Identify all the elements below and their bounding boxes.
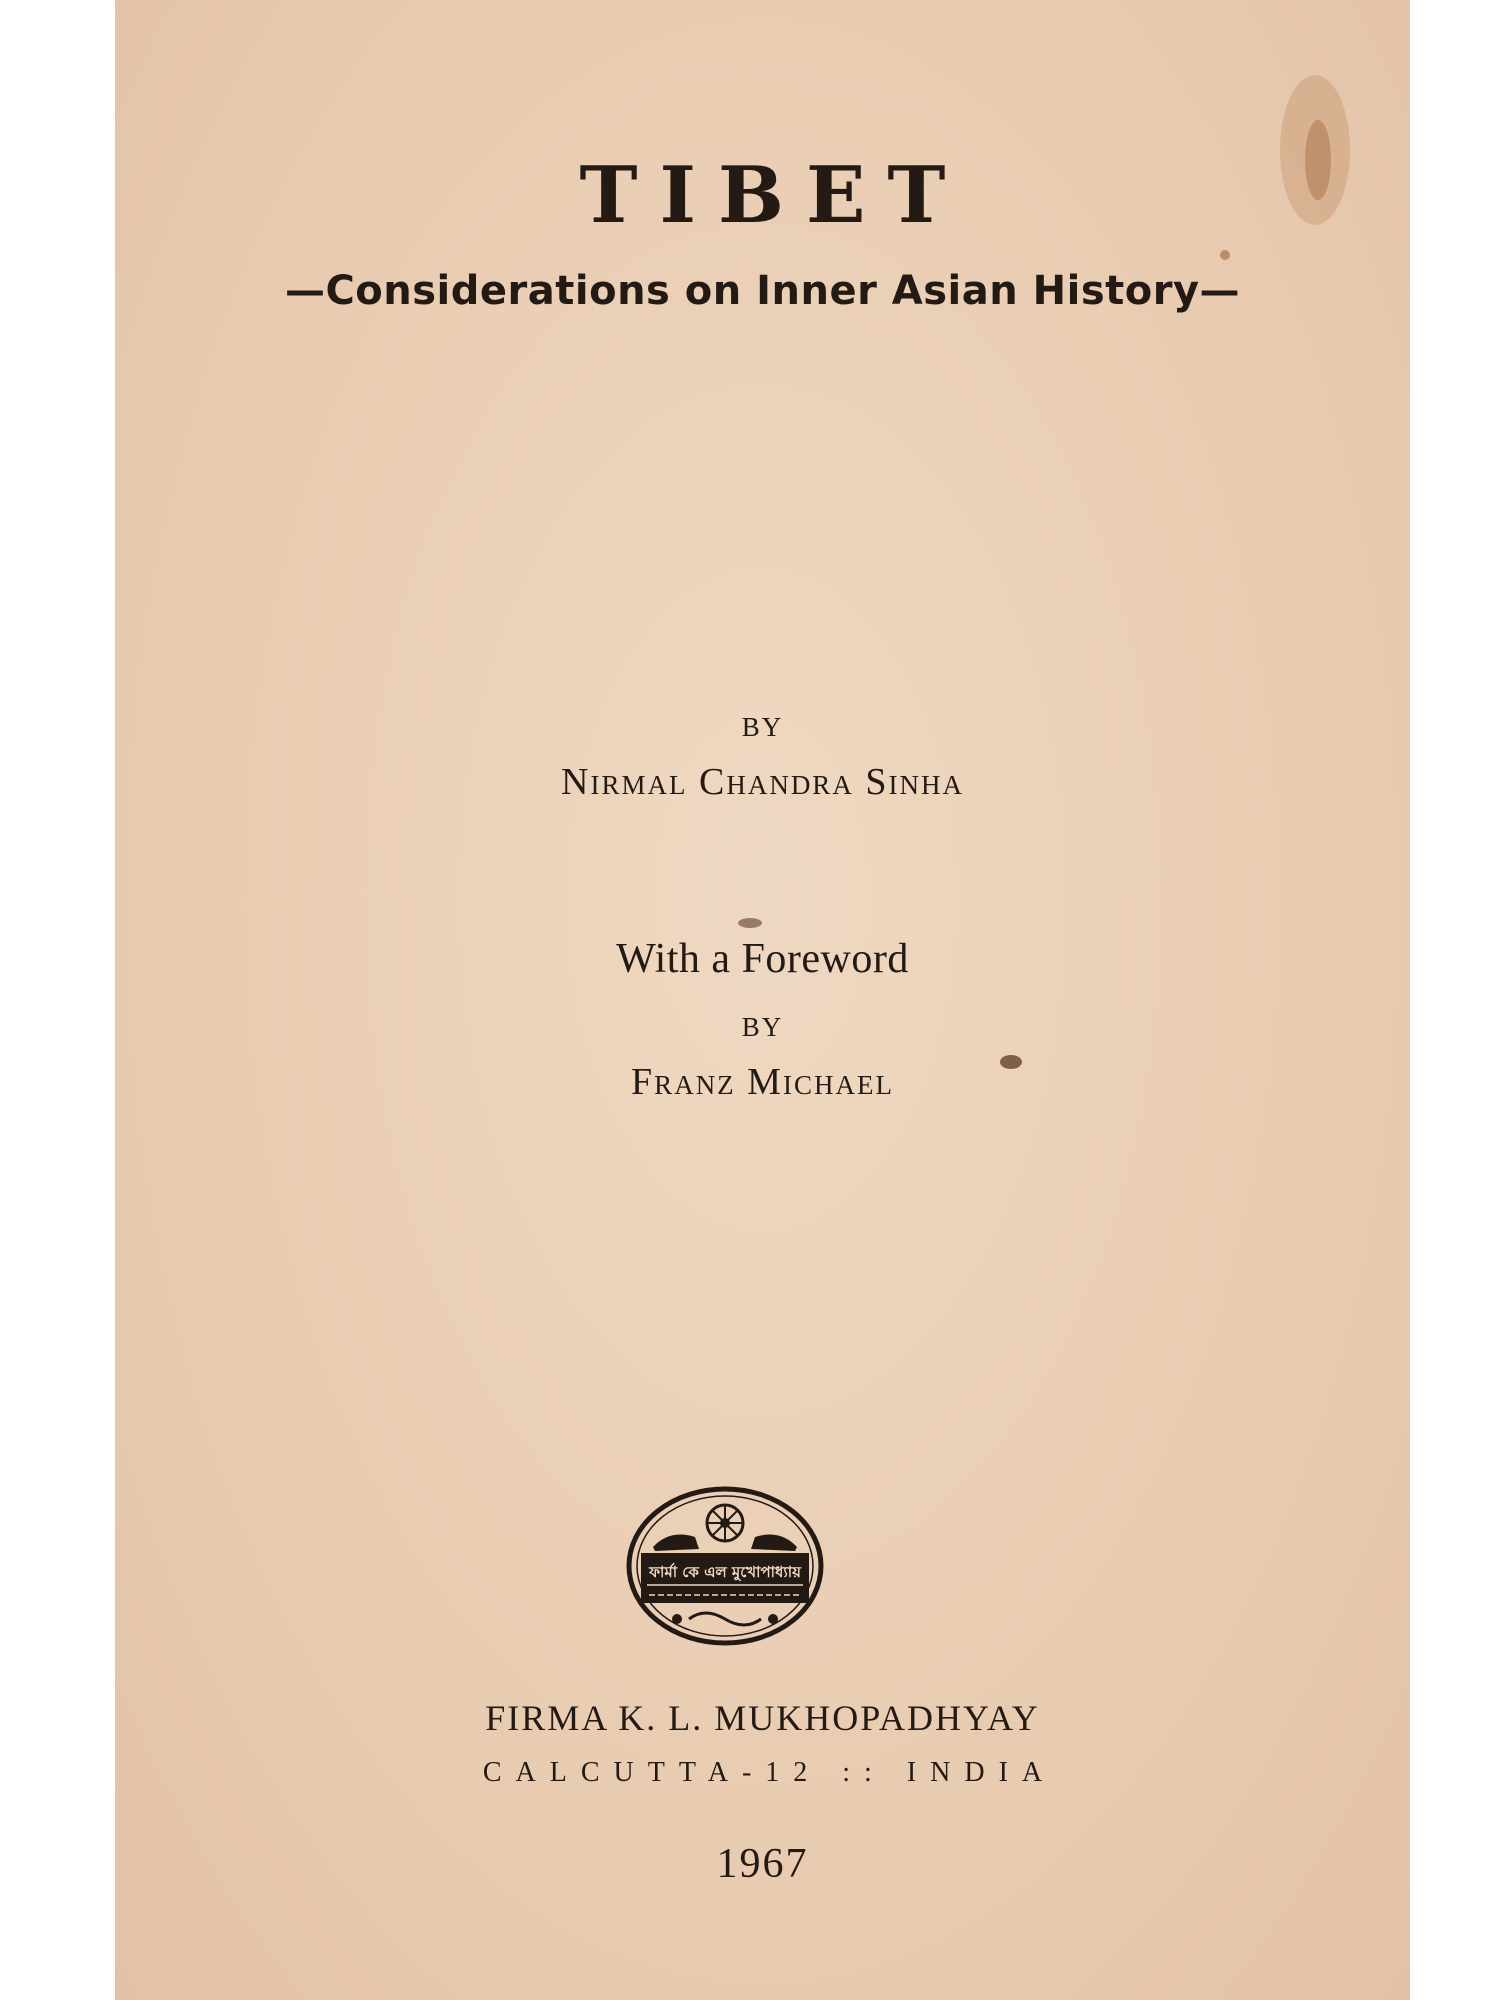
book-title: TIBET <box>579 150 968 241</box>
author-name: Nirmal Chandra Sinha <box>561 761 964 803</box>
publisher-place: CALCUTTA-12 :: INDIA <box>482 1757 1057 1788</box>
author-by-label: BY <box>741 712 784 742</box>
foreword-author-name: Franz Michael <box>631 1061 894 1103</box>
publication-year: 1967 <box>716 1841 809 1887</box>
title-page <box>115 0 1410 2000</box>
paper-spot <box>738 918 762 928</box>
deer-right-icon <box>751 1535 797 1551</box>
publisher-name: FIRMA K. L. MUKHOPADHYAY <box>485 1698 1040 1738</box>
emblem-text: ফার্মা কে এল মুখোপাধ্যায় <box>649 1563 801 1581</box>
paper-spot <box>1220 250 1230 260</box>
dharma-wheel-icon <box>707 1505 743 1541</box>
foreword-by-label: BY <box>741 1012 784 1042</box>
book-subtitle: —Considerations on Inner Asian History— <box>284 268 1241 314</box>
publisher-emblem <box>625 1485 825 1647</box>
emblem-ornament <box>672 1613 778 1625</box>
foreword-label: With a Foreword <box>616 936 909 982</box>
deer-left-icon <box>653 1535 699 1551</box>
